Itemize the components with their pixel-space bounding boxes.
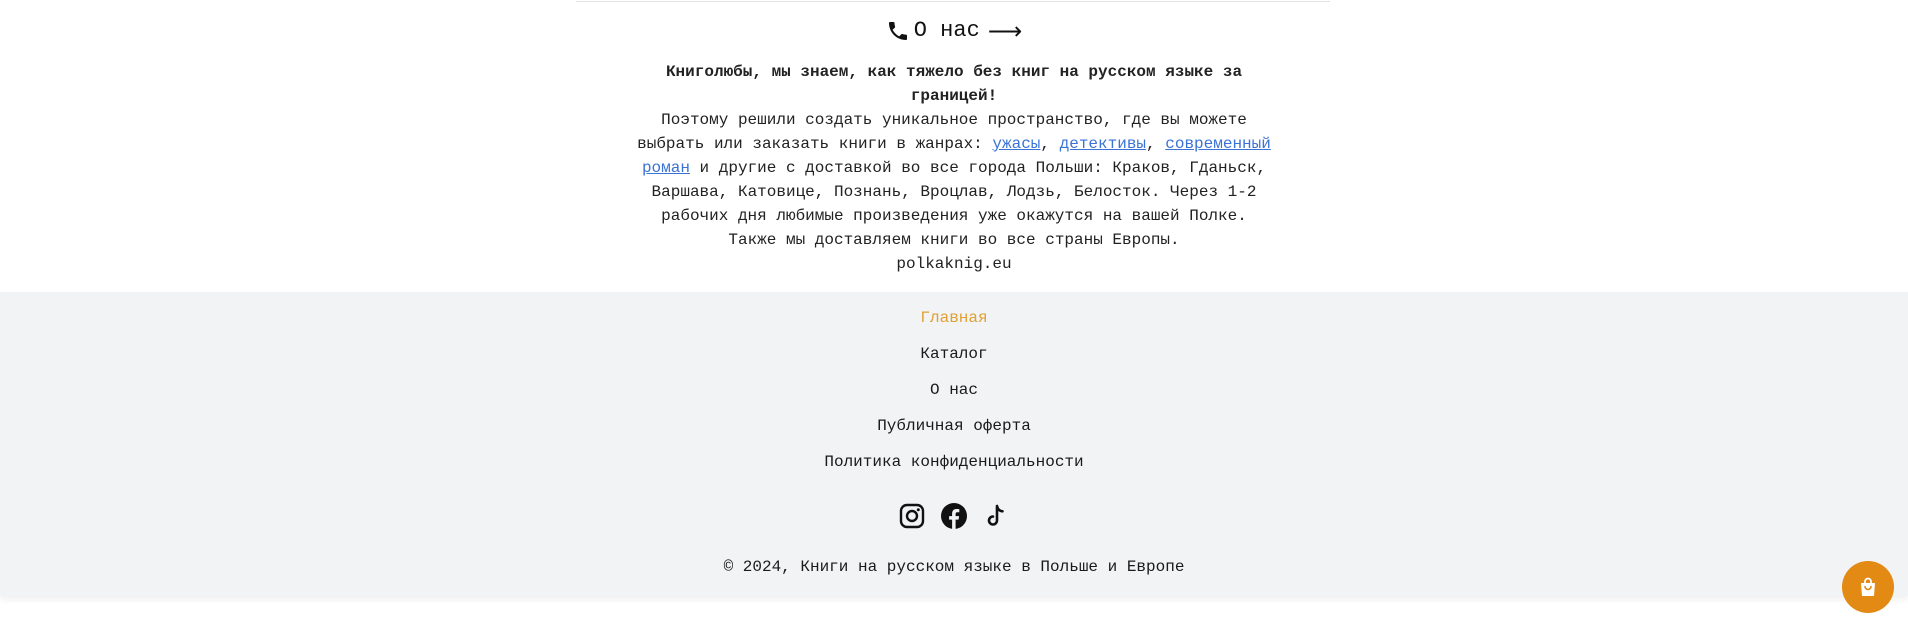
footer-link-about[interactable]: О нас — [929, 381, 978, 399]
divider — [576, 1, 1330, 2]
about-text-after: и другие с доставкой во все города Польши: Краков, Гданьск, Варшава, Катовице, Познань, Вроцлав, Лодзь, Белосток. Через 1-2 рабочих дня любимые произведения уже окажутся на вашей Полке. — [651, 159, 1267, 225]
shopping-bag-icon — [1856, 575, 1880, 599]
about-domain: polkaknig.eu — [896, 255, 1012, 273]
footer-link-offer[interactable]: Публичная оферта — [877, 417, 1031, 435]
about-heading — [0, 18, 1908, 43]
tiktok-icon[interactable] — [982, 502, 1010, 530]
genre-link-detective[interactable]: детективы — [1059, 135, 1147, 153]
copyright: © 2024, Книги на русском языке в Польше и Европе — [723, 558, 1185, 576]
about-section — [0, 0, 1908, 292]
footer-link-home[interactable]: Главная — [920, 309, 988, 327]
about-europe: Также мы доставляем книги во все страны Европы. — [728, 231, 1180, 249]
footer-link-privacy[interactable]: Политика конфиденциальности — [824, 453, 1084, 471]
about-lead: Книголюбы, мы знаем, как тяжело без книг на русском языке за границей! — [665, 63, 1243, 105]
phone-icon — [886, 19, 910, 43]
arrow-right-icon: ⟶ — [987, 16, 1023, 45]
facebook-icon[interactable] — [940, 502, 968, 530]
footer-link-catalog[interactable]: Каталог — [920, 345, 988, 363]
about-heading-label: О нас — [913, 18, 980, 43]
separator: , — [1146, 135, 1166, 153]
about-text — [630, 60, 1278, 276]
separator: , — [1040, 135, 1060, 153]
genre-link-horror[interactable]: ужасы — [992, 135, 1041, 153]
instagram-icon[interactable] — [898, 502, 926, 530]
genre-link-modern-novel[interactable]: современный роман — [641, 135, 1271, 177]
about-text-before: Поэтому решили создать уникальное пространство, где вы можете выбрать или заказать книги в жанрах: — [637, 111, 1247, 153]
footer-nav — [0, 308, 1908, 488]
social-links — [0, 502, 1908, 530]
footer — [0, 292, 1908, 596]
cart-button[interactable] — [1842, 561, 1894, 613]
